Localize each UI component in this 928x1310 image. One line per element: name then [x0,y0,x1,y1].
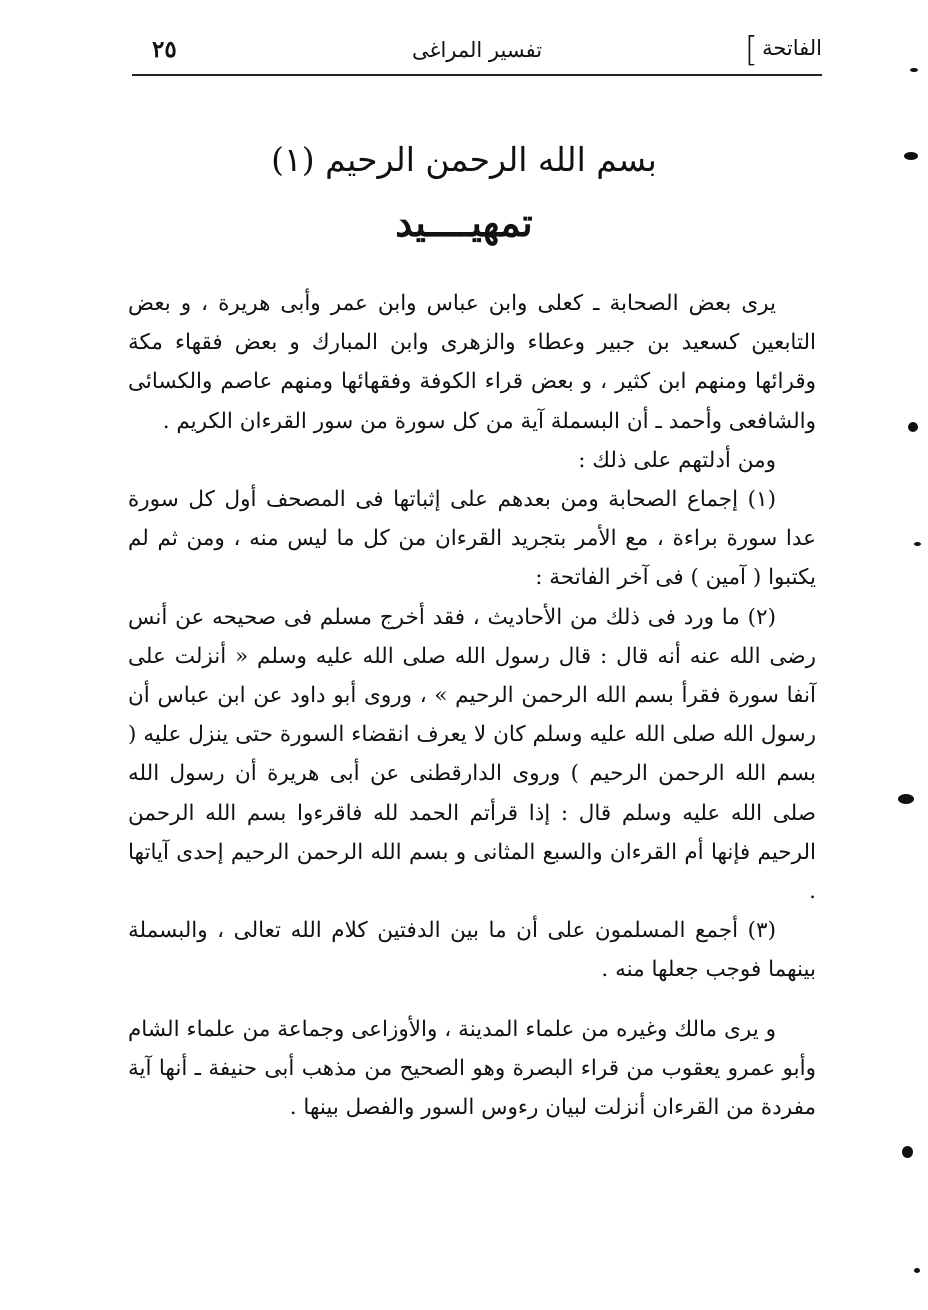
chapter-name: الفاتحة [762,36,822,60]
paragraph-evidence-2: (٢) ما ورد فى ذلك من الأحاديث ، فقد أخرج مسلم فى صحيحه عن أنس رضى الله عنه أنه قال : قال رسول الله صلى الله عليه وسلم « أنزلت على آنفا سورة فقرأ بسم الله الرحمن الرحيم » ، وروى أبو داود عن ابن عباس أن رسول الله صلى الله عليه وسلم كان لا يعرف انقضاء السورة حتى ينزل عليه ( بسم الله الرحمن الرحيم ) وروى الدارقطنى عن أبى هريرة أن رسول الله صلى الله عليه وسلم قال : إذا قرأتم الحمد لله فاقرءوا بسم الله الرحمن الرحيم فإنها أم القرءان والسبع المثانى و بسم الله الرحمن الرحيم إحدى آياتها . [128,604,816,905]
scan-speck [914,542,921,546]
page-number: ٢٥ [152,36,177,63]
body-text [128,284,816,1127]
header-bracket: ] [744,30,758,70]
scan-speck [898,794,914,804]
scan-speck [914,1268,920,1273]
paragraph-opinion-2: و يرى مالك وغيره من علماء المدينة ، والأوزاعى وجماعة من علماء الشام وأبو عمرو يعقوب من قراء البصرة وهو الصحيح من مذهب أبى حنيفة ـ أنها آية مفردة من القرءان أنزلت لبيان رءوس السور والفصل بينها . [128,1016,816,1121]
paragraph-evidence-3: (٣) أجمع المسلمون على أن ما بين الدفتين كلام الله تعالى ، والبسملة بينهما فوجب جعلها منه . [128,918,816,983]
scan-speck [910,68,918,72]
header-rule [132,74,822,76]
scan-speck [908,422,918,432]
paragraph-evidence-intro: ومن أدلتهم على ذلك : [578,447,776,473]
running-header [132,30,822,76]
paragraph-evidence-1: (١) إجماع الصحابة ومن بعدهم على إثباتها فى المصحف أول كل سورة عدا سورة براءة ، مع الأمر بتجريد القرءان من كل ما ليس منه ، ومن ثم لم يكتبوا ( آمين ) فى آخر الفاتحة : [128,487,816,591]
paragraph-opinion-1: يرى بعض الصحابة ـ كعلى وابن عباس وابن عمر وأبى هريرة ، و بعض التابعين كسعيد بن جبير وعطاء والزهرى وابن المبارك و بعض فقهاء مكة وقرائها ومنهم ابن كثير ، و بعض قراء الكوفة وفقهائها ومنهم عاصم والكسائى والشافعى وأحمد ـ أن البسملة آية من كل سورة من سور القرءان الكريم . [128,291,816,434]
basmala-heading: بسم الله الرحمن الرحيم (١) [271,140,657,179]
scan-speck [904,152,918,160]
section-title: تمهيــــيد [395,200,533,245]
book-title: تفسير المراغى [411,38,543,62]
scan-speck [902,1146,913,1158]
